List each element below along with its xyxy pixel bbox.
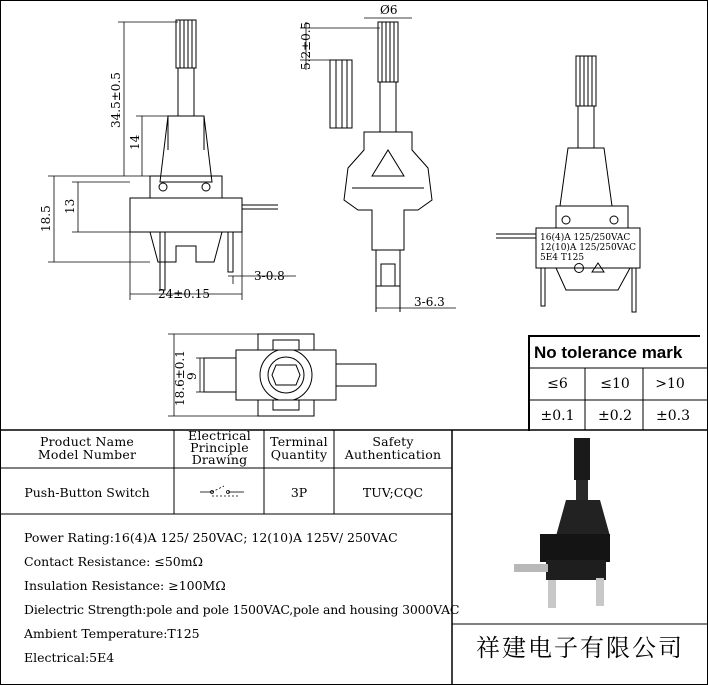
- cell-product: Push-Button Switch: [24, 485, 150, 500]
- bottom-view: [204, 334, 376, 416]
- tolerance-value-1: ±0.1: [540, 408, 575, 424]
- cell-safety: TUV;CQC: [362, 485, 424, 500]
- dim-stroke: 5.2±0.5: [299, 21, 313, 70]
- dim-body-height: 18.5: [39, 205, 53, 232]
- switch-symbol: [200, 486, 244, 496]
- dim-base-width: 18.6±0.1: [173, 350, 187, 406]
- rear-view: [496, 56, 640, 312]
- tolerance-title: No tolerance mark: [534, 343, 683, 362]
- spec-insulation-resistance: Insulation Resistance: ≥100MΩ: [24, 578, 226, 593]
- product-photo: [514, 438, 610, 608]
- header-principle-line3: Drawing: [191, 452, 248, 467]
- header-principle: [175, 430, 264, 466]
- header-principle-line2: Principle: [190, 440, 249, 455]
- dim-diameter: Ø6: [380, 3, 398, 17]
- spec-contact-resistance: Contact Resistance: ≤50mΩ: [24, 554, 203, 569]
- marking-line-3: 5E4 T125: [540, 253, 585, 263]
- header-principle-line1: Electrical: [188, 428, 251, 443]
- header-safety: [334, 435, 452, 461]
- company-name: 祥建电子有限公司: [476, 634, 684, 662]
- dim-actuator-height: 14: [128, 134, 142, 150]
- tolerance-range-2: ≤10: [600, 376, 630, 392]
- header-terminal: [264, 435, 334, 461]
- spec-ambient-temperature: Ambient Temperature:T125: [24, 626, 200, 641]
- tolerance-range-3: >10: [655, 376, 685, 392]
- dim-overall-height: 34.5±0.5: [109, 72, 123, 128]
- header-product-line2: Model Number: [37, 447, 137, 462]
- header-safety-line1: Safety: [372, 434, 414, 449]
- dim-body-height-inner: 13: [63, 198, 77, 214]
- header-terminal-line1: Terminal: [270, 434, 328, 449]
- header-terminal-line2: Quantity: [270, 447, 328, 462]
- marking-line-2: 12(10)A 125/250VAC: [540, 243, 636, 253]
- front-view: [130, 20, 278, 290]
- tolerance-range-1: ≤6: [547, 376, 568, 392]
- side-view: [330, 22, 432, 312]
- dim-body-width: 24±0.15: [158, 287, 211, 301]
- spec-dielectric-strength: Dielectric Strength:pole and pole 1500VAC,pole and housing 3000VAC: [24, 602, 460, 617]
- dim-terminal-width: 3-0.8: [254, 269, 285, 283]
- header-safety-line2: Authentication: [344, 447, 442, 462]
- dim-base-inner: 9: [185, 372, 199, 380]
- header-product: [0, 435, 174, 461]
- tolerance-value-3: ±0.3: [656, 408, 690, 424]
- dim-terminal-pitch: 3-6.3: [414, 295, 445, 309]
- cell-terminal: 3P: [290, 485, 308, 500]
- spec-power-rating: Power Rating:16(4)A 125/ 250VAC; 12(10)A 125V/ 250VAC: [24, 530, 398, 545]
- spec-electrical-life: Electrical:5E4: [24, 650, 115, 665]
- marking-line-1: 16(4)A 125/250VAC: [540, 233, 631, 243]
- header-product-line1: Product Name: [39, 434, 134, 449]
- tolerance-value-2: ±0.2: [598, 408, 632, 424]
